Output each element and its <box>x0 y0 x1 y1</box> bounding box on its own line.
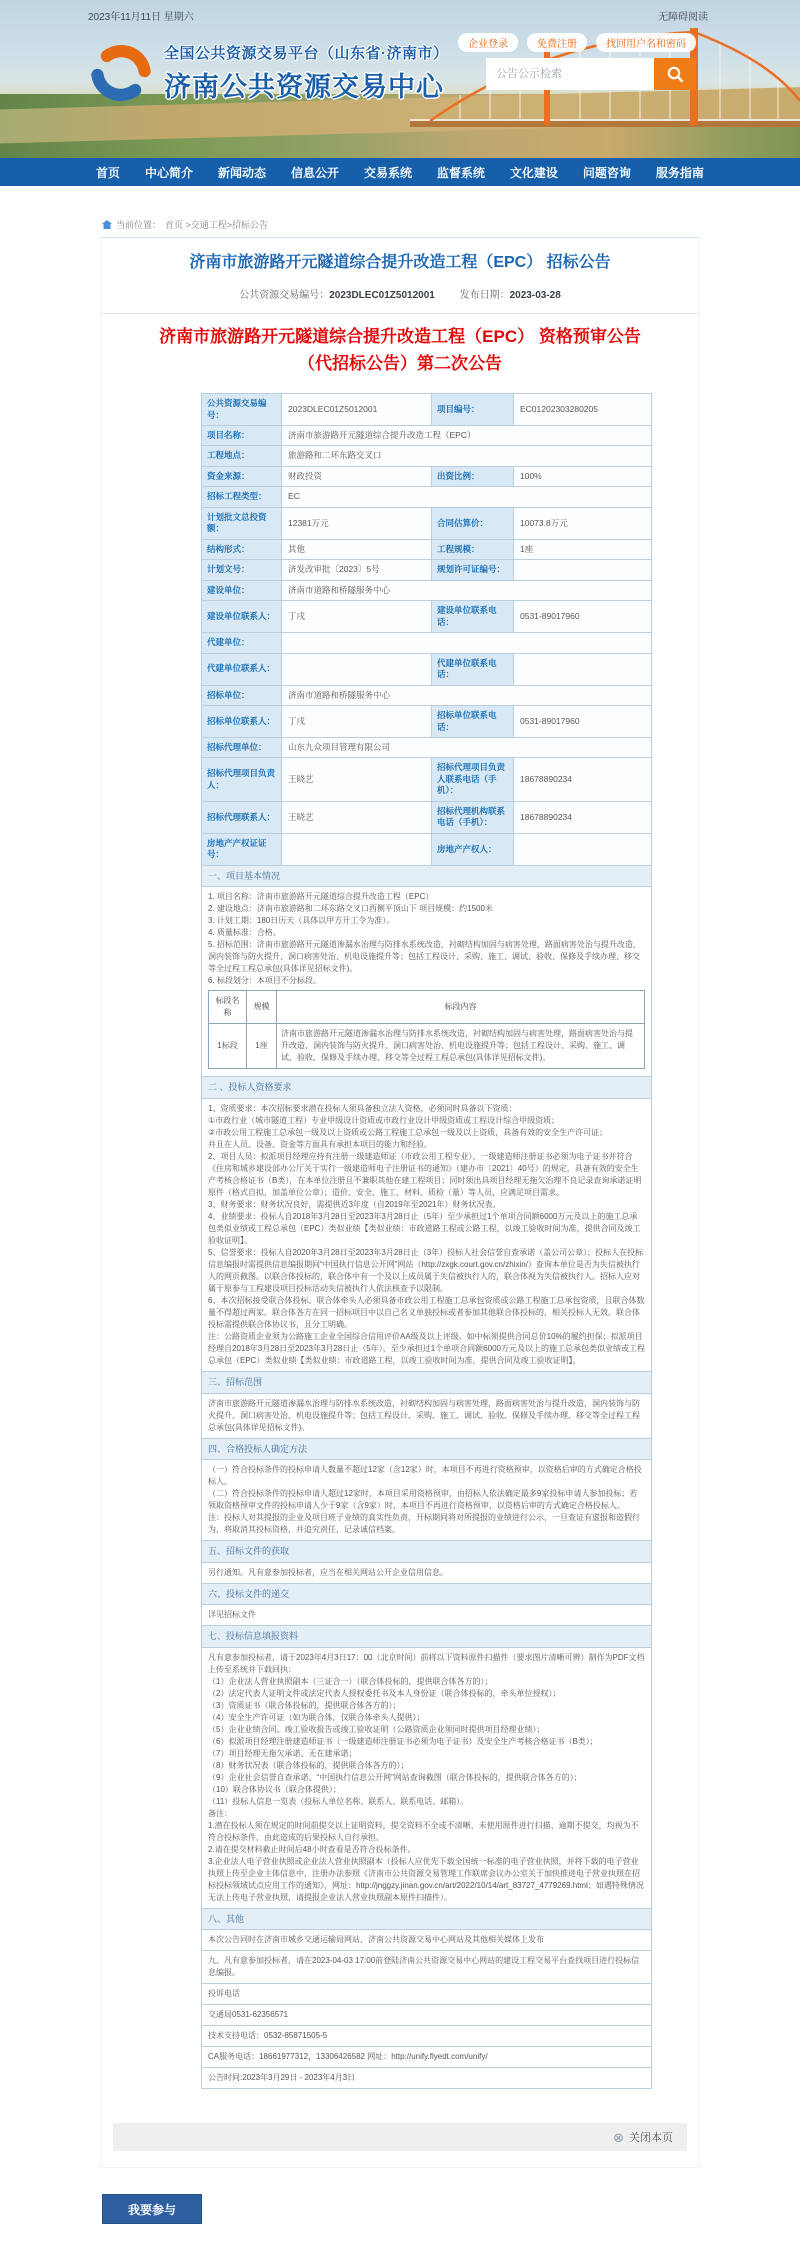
table-row <box>202 487 652 507</box>
text-line: （7）项目经理无拖欠承诺、无在建承诺； <box>208 1748 357 1758</box>
field-value: 财政投资 <box>282 466 432 486</box>
field-label: 项目名称： <box>202 426 282 446</box>
text-line: 1、资质要求：本次招标要求潜在投标人须具备独立法人资格，必须同时具备以下资质： <box>208 1103 517 1113</box>
nav-item[interactable]: 信息公开 <box>290 165 339 180</box>
text-line: （4）安全生产许可证（如为联合体，仅联合体牵头人提供）； <box>208 1712 425 1722</box>
text-line: ①市政行业（城市隧道工程）专业甲级设计资质或市政行业设计甲级资质或工程设计综合甲级资质； <box>208 1115 560 1125</box>
field-value: 2023DLEC01Z5012001 <box>282 394 432 426</box>
text-line: 九、凡有意参加投标者，请在2023-04-03 17:00前登陆济南公共资源交易中心网站的建设工程交易平台查找项目进行投标信息编报。 <box>202 1951 652 1984</box>
field-value: 其他 <box>282 539 432 559</box>
text-line: （6）拟派项目经理注册建造师证书（一级建造师注册证书必须为电子证书）及安全生产考核合格证书（B类）； <box>208 1736 598 1746</box>
field-label: 招标单位联系电话： <box>432 706 514 738</box>
section-header <box>202 1583 652 1605</box>
field-label: 招标代理机构联系电话（手机）： <box>432 801 514 833</box>
field-value: 济发改审批〔2023〕5号 <box>282 560 432 580</box>
text-line: 详见招标文件 <box>208 1610 256 1620</box>
text-line: 注：投标人对其提报的企业及项目班子业绩的真实性负责，开标期间将对所提报的业绩进行公示，一旦查证有虚报和造假行为，将取消其投标资格，并追究责任，记录诚信档案。 <box>208 1513 640 1535</box>
pub-date-value: 2023-03-28 <box>509 290 561 302</box>
lot-col-header: 标段名称 <box>209 991 247 1024</box>
table-row <box>202 601 652 633</box>
text-line: CA服务电话：18661977312，13306426582 网址：http://unify.flyedt.com/unify/ <box>202 2047 652 2068</box>
text-line: （一）符合投标条件的投标申请人数量不超过12家（含12家）时，本项目不再进行资格预审，以资格后审的方式确定合格投标人。 <box>208 1465 642 1487</box>
section-title: 七、投标信息填报资料 <box>202 1626 652 1648</box>
lot-row <box>209 1024 645 1069</box>
section-title: 二 、投标人资格要求 <box>202 1077 652 1099</box>
field-label: 招标代理项目负责人联系电话（手机）： <box>432 758 514 801</box>
field-label: 出资比例： <box>432 466 514 486</box>
section-lines <box>208 1934 645 1946</box>
table-row <box>202 758 652 801</box>
section-title: 三、招标范围 <box>202 1371 652 1393</box>
close-icon[interactable]: ⊗ <box>613 2129 624 2145</box>
platform-title: 全国公共资源交易平台（山东省·济南市） <box>164 45 449 62</box>
section-header <box>202 865 652 887</box>
table-row <box>202 394 652 426</box>
site-brand <box>88 40 449 106</box>
table-row <box>202 2068 652 2089</box>
trade-no-label: 公共资源交易编号： <box>239 290 330 302</box>
section-lines <box>208 891 645 987</box>
table-row <box>202 507 652 539</box>
lot-table <box>208 990 645 1069</box>
section-lines <box>208 1398 645 1434</box>
table-row <box>202 580 652 600</box>
table-row <box>202 560 652 580</box>
field-label: 项目编号： <box>432 394 514 426</box>
text-line: 济南市旅游路开元隧道渗漏水治理与防排水系统改造，衬砌结构加固与病害处理，路面病害处治与提升改造，洞内装饰与防火提升、洞口病害处治、机电设施提升等；包括工程设计、采购、施工、调试、验收、保修及手续办理、移交等全过程工程总承包(具体详见招标文件)。 <box>208 1398 640 1432</box>
section-header <box>202 1908 652 1930</box>
field-label: 招标工程类型： <box>202 487 282 507</box>
top-utility-bar <box>0 6 800 26</box>
table-row <box>202 633 652 653</box>
text-line: 4. 质量标准：合格。 <box>208 928 281 938</box>
nav-item[interactable]: 首页 <box>96 165 121 180</box>
field-value <box>282 633 652 653</box>
page-title: 济南市旅游路开元隧道综合提升改造工程（EPC） 招标公告 <box>189 254 611 271</box>
field-label: 招标代理联系人： <box>202 801 282 833</box>
text-line: ②市政公用工程施工总承包一级及以上资质或公路工程施工总承包一级及以上资质，具备有效的安全生产许可证； <box>208 1127 608 1137</box>
lot-name: 1标段 <box>209 1024 247 1069</box>
extra-rows <box>202 1951 652 2089</box>
text-line: 4、业绩要求：投标人自2018年3月28日至2023年3月28日止（5年）至少承担过1个单项合同额6000万元及以上的施工总承包类似业绩或工程总承包（EPC）类似业绩【类似业绩：市政道路工程或公路工程，以竣工验收时间为准，提供合同及竣工验收证明】。 <box>208 1211 641 1245</box>
text-line: （2）法定代表人证明文件或法定代表人授权委托书及本人身份证（联合体投标的，牵头单位授权）； <box>208 1688 561 1698</box>
text-line: （11）投标人信息一览表（投标人单位名称、联系人、联系电话、邮箱）。 <box>208 1796 469 1806</box>
home-icon <box>102 220 112 229</box>
field-label: 招标单位： <box>202 685 282 705</box>
field-value <box>514 653 652 685</box>
article-meta <box>101 286 699 301</box>
lot-content: 济南市旅游路开元隧道渗漏水治理与防排水系统改造，衬砌结构加固与病害处理，路面病害处治与提升改造，洞内装饰与防火提升、洞口病害处治、机电设施提升等；包括工程设计、采购、施工、调试、验收、保修及手续办理、移交等全过程工程总承包(具体详见招标文件)。 <box>277 1024 645 1069</box>
divider <box>101 313 699 314</box>
section-content <box>202 1098 652 1371</box>
field-label: 代建单位联系人： <box>202 653 282 685</box>
field-label: 招标单位联系人： <box>202 706 282 738</box>
field-label: 建设单位联系人： <box>202 601 282 633</box>
field-label: 结构形式： <box>202 539 282 559</box>
notice-red-title: 济南市旅游路开元隧道综合提升改造工程（EPC） 资格预审公告（代招标公告）第二次公告 <box>159 327 641 373</box>
table-row <box>202 466 652 486</box>
field-value <box>282 833 432 865</box>
section-lines <box>208 1567 645 1579</box>
table-row <box>202 1951 652 1984</box>
section-lines <box>208 1464 645 1536</box>
field-value: 山东九众项目管理有限公司 <box>282 737 652 757</box>
field-value: 1座 <box>514 539 652 559</box>
text-line: 另行通知。凡有意参加投标者，应当在相关网站公开企业信用信息。 <box>208 1567 448 1577</box>
field-value: 王晓艺 <box>282 801 432 833</box>
section-lines <box>208 1652 645 1904</box>
site-banner <box>0 0 800 158</box>
field-label: 建设单位： <box>202 580 282 600</box>
section-header <box>202 1077 652 1099</box>
text-line: （1）企业法人营业执照副本（三证合一）（联合体投标的，提供联合体各方的）； <box>208 1676 493 1686</box>
section-content <box>202 1393 652 1438</box>
table-row <box>202 2026 652 2047</box>
field-value: 济南市道路和桥隧服务中心 <box>282 580 652 600</box>
field-value: EC <box>282 487 652 507</box>
announcement-search <box>486 58 696 90</box>
section-title: 六、投标文件的递交 <box>202 1583 652 1605</box>
text-line: （3）资质证书（联合体投标的，提供联合体各方的）； <box>208 1700 401 1710</box>
lot-col-header: 规模 <box>247 991 277 1024</box>
account-link-pill[interactable]: 找回用户名和密码 <box>596 33 696 52</box>
nav-item[interactable]: 文化建设 <box>509 165 558 180</box>
text-line: （10）联合体协议书（联合体提供）； <box>208 1784 341 1794</box>
table-row <box>202 1984 652 2005</box>
section-title: 四、合格投标人确定方法 <box>202 1438 652 1460</box>
text-line: （8）财务状况表（联合体投标的，提供联合体各方的）； <box>208 1760 409 1770</box>
text-line: 公告时间:2023年3月29日 - 2023年4月3日 <box>202 2068 652 2089</box>
field-value: 旅游路和二环东路交叉口 <box>282 446 652 466</box>
table-row <box>202 801 652 833</box>
field-label: 招标代理单位： <box>202 737 282 757</box>
table-row <box>202 653 652 685</box>
accessibility-link[interactable]: 无障碍阅读 <box>658 12 708 23</box>
section-content <box>202 1562 652 1583</box>
field-value <box>514 560 652 580</box>
close-page-bar[interactable] <box>113 2123 687 2151</box>
field-label: 公共资源交易编号： <box>202 394 282 426</box>
section-content <box>202 1460 652 1541</box>
account-links <box>458 33 696 52</box>
breadcrumb-path[interactable]: 首页 >交通工程>招标公告 <box>165 220 269 230</box>
section-title: 五、招标文件的获取 <box>202 1541 652 1563</box>
current-date: 2023年11月11日 星期六 <box>88 12 194 23</box>
section-lines <box>208 1103 645 1367</box>
text-line: 3. 计划工期：180日历天（具体以甲方开工令为准）。 <box>208 916 395 926</box>
nav-item[interactable]: 交易系统 <box>363 165 412 180</box>
nav-item[interactable]: 中心简介 <box>144 165 193 180</box>
main-nav <box>0 158 800 186</box>
field-value: 济南市道路和桥隧服务中心 <box>282 685 652 705</box>
announcement-card <box>100 237 700 2168</box>
table-row <box>202 706 652 738</box>
text-line: 3、财务要求：财务状况良好，需提供近3年度（自2019年至2021年）财务状况表。 <box>208 1199 501 1209</box>
text-line: 凡有意参加投标者，请于2023年4月3日17：00（北京时间）前将以下资料原件扫描件（要求图片清晰可辨）制作为PDF文档上传至系统并下载回执： <box>208 1652 645 1674</box>
text-line: 1.潜在投标人须在规定的时间前提交以上证明资料，提交资料不全或不清晰、未使用原件进行扫描、逾期不提交，均视为不符合投标条件，由此造成的后果投标人自行承担。 <box>208 1820 639 1842</box>
table-row <box>202 685 652 705</box>
text-line: 5. 招标范围：济南市旅游路开元隧道渗漏水治理与防排水系统改造，衬砌结构加固与病害处理，路面病害处治与提升改造，洞内装饰与防火提升、洞口病害处治、机电设施提升等；包括工程设计、采购、施工、调试、验收、保修及手续办理、移交等全过程工程总承包(具体详见招标文件)。 <box>208 940 641 974</box>
field-label: 资金来源： <box>202 466 282 486</box>
field-value <box>282 653 432 685</box>
lot-header-row <box>209 991 645 1024</box>
field-label: 工程规模： <box>432 539 514 559</box>
lot-scale: 1座 <box>247 1024 277 1069</box>
field-value: EC01202303280205 <box>514 394 652 426</box>
field-label: 规划许可证编号： <box>432 560 514 580</box>
close-page-label[interactable]: 关闭本页 <box>629 2132 673 2145</box>
site-logo-icon <box>88 40 154 106</box>
search-input[interactable] <box>486 58 654 90</box>
field-label: 计划批文总投资额： <box>202 507 282 539</box>
section-header <box>202 1438 652 1460</box>
field-value: 18678890234 <box>514 758 652 801</box>
field-label: 招标代理项目负责人： <box>202 758 282 801</box>
nav-item[interactable]: 新闻动态 <box>217 165 266 180</box>
text-line: 2. 建设地点：济南市旅游路和二环东路交叉口西侧平顶山下 项目规模：约1500米 <box>208 904 493 914</box>
field-label: 计划文号： <box>202 560 282 580</box>
text-line: （5）企业业绩合同、竣工验收报告或竣工验收证明（公路资质企业须同时提供项目经理业绩）； <box>208 1724 545 1734</box>
text-line: 投诉电话 <box>202 1984 652 2005</box>
site-title: 济南公共资源交易中心 <box>164 72 444 102</box>
nav-item[interactable]: 问题咨询 <box>582 165 631 180</box>
field-label: 合同估算价： <box>432 507 514 539</box>
text-line: 备注： <box>208 1808 232 1818</box>
field-value: 18678890234 <box>514 801 652 833</box>
text-line: 5、信誉要求：投标人自2020年3月28日至2023年3月28日止（3年）投标人社会信誉自查承诺（盖公司公章）；投标人在投标信息编报时需提供信息编报期间“中国执行信息公开网”网站（http://zxgk.court.gov.cn/zhixin/）查询本单位是否为失信被执行人的网页截图。以联合体投标的，联合体中有一个及以上成员属于失信被执行人的，联合体视为失信被执行人。招标人应对属于原参与工程建设项目投标活动失信被执行人依法核查予以限制。 <box>208 1247 644 1293</box>
field-value: 0531-89017960 <box>514 601 652 633</box>
text-line: 1. 项目名称：济南市旅游路开元隧道综合提升改造工程（EPC） <box>208 892 434 902</box>
lot-col-header: 标段内容 <box>277 991 645 1024</box>
field-value: 丁戌 <box>282 706 432 738</box>
nav-item[interactable]: 服务指南 <box>655 165 704 180</box>
field-value <box>514 833 652 865</box>
section-header <box>202 1541 652 1563</box>
section-title: 八、其他 <box>202 1908 652 1930</box>
breadcrumb-label: 当前位置： <box>116 220 162 230</box>
table-row <box>202 539 652 559</box>
section-content <box>202 1605 652 1626</box>
field-label: 建设单位联系电话： <box>432 601 514 633</box>
text-line: （二）符合投标条件的投标申请人超过12家时，本项目采用资格预审，由招标人依法确定最多9家投标申请人参加投标；若领取资格预审文件的投标申请人少于9家（含9家）时，本项目不再进行资格预审，以资格后审的方式确定合格投标人。 <box>208 1489 638 1511</box>
account-link-pill[interactable]: 企业登录 <box>458 33 518 52</box>
footer-spacer <box>0 2224 800 2266</box>
section-content <box>202 887 652 1077</box>
field-label: 代建单位联系电话： <box>432 653 514 685</box>
field-label: 代建单位： <box>202 633 282 653</box>
field-value: 王晓艺 <box>282 758 432 801</box>
field-label: 房地产产权证证号： <box>202 833 282 865</box>
trade-no-value: 2023DLEC01Z5012001 <box>329 290 435 302</box>
account-link-pill[interactable]: 免费注册 <box>527 33 587 52</box>
table-row <box>202 446 652 466</box>
participate-button[interactable]: 我要参与 <box>102 2194 202 2224</box>
text-line: 2.请在提交材料截止时间后48小时查看是否符合投标条件。 <box>208 1844 416 1854</box>
text-line: 6、本次招标接受联合体投标。联合体牵头人必须具备市政公用工程施工总承包资质或公路工程施工总承包资质，且联合体数量不得超过两家。联合体各方在同一招标项目中以自己名义单独投标或者参加其他联合体投标的，相关投标人无效。联合体投标需提供联合体协议书，且分工明确。 <box>208 1295 645 1329</box>
text-line: 2、项目人员：拟派项目经理应持有注册一级建造师证（市政公用工程专业），一级建造师注册证书必须为电子证书并符合《住房和城乡建设部办公厅关于实行一级建造师电子注册证书的通知》（建办市〔2021〕40号）的规定，具备有效的安全生产考核合格证书（B类），在本单位注册且不兼职其他在建工程项目；同时须出具项目经理无拖欠治理不良记录查询承诺证明原件（格式自拟，加盖单位公章）；造价、安全、施工、材料、质检（量）等人员，应满足项目需求。 <box>208 1151 642 1197</box>
notice-table <box>201 393 652 2089</box>
text-line: 并且在人员、设备、资金等方面具有承担本项目的能力和经验。 <box>208 1139 432 1149</box>
table-row <box>202 737 652 757</box>
field-value: 丁戌 <box>282 601 432 633</box>
text-line: 技术支持电话：0532-85871505-5 <box>202 2026 652 2047</box>
section-content <box>202 1930 652 1951</box>
text-line: 交通局0531-62356571 <box>202 2005 652 2026</box>
field-value: 0531-89017960 <box>514 706 652 738</box>
table-row <box>202 2047 652 2068</box>
search-icon <box>666 65 685 84</box>
section-header <box>202 1626 652 1648</box>
pub-date-label: 发布日期： <box>459 290 510 302</box>
text-line: 本次公告同时在济南市城乡交通运输局网站、济南公共资源交易中心网站及其他相关媒体上发布 <box>208 1935 544 1945</box>
section-lines <box>208 1609 645 1621</box>
field-label: 工程地点： <box>202 446 282 466</box>
field-value: 12381万元 <box>282 507 432 539</box>
table-row <box>202 2005 652 2026</box>
nav-item[interactable]: 监督系统 <box>436 165 485 180</box>
section-content <box>202 1647 652 1908</box>
text-line: 6. 标段划分：本项目不分标段。 <box>208 976 321 986</box>
field-label: 房地产产权人： <box>432 833 514 865</box>
field-value: 100% <box>514 466 652 486</box>
site-title-block <box>164 42 449 104</box>
text-line: （9）企业社会信誉自查承诺、“中国执行信息公开网”网站查询截图（联合体投标的，提供联合体各方的）； <box>208 1772 582 1782</box>
section-title: 一、项目基本情况 <box>202 865 652 887</box>
field-value: 济南市旅游路开元隧道综合提升改造工程（EPC） <box>282 426 652 446</box>
table-row <box>202 833 652 865</box>
section-header <box>202 1371 652 1393</box>
text-line: 3.企业法人电子营业执照或企业法人营业执照副本（投标人应优先下载全国统一标准的电子营业执照，并将下载的电子营业执照上传至企业主体信息中，注册办法参照《济南市公共资源交易管理工作联席会议办公室关于加快推进电子营业执照在招标投标领域试点应用工作的通知》，网址：http://jnggzy.jinan.gov.cn/art/2022/10/14/art_83727_4779269.html；如遇特殊情况无法上传电子营业执照，请提报企业法人营业执照副本原件扫描件）。 <box>208 1856 644 1902</box>
table-row <box>202 426 652 446</box>
breadcrumb <box>102 218 800 231</box>
text-line: 注：公路资质企业须为公路施工企业全国综合信用评价AA级及以上评级。如中标须提供合同总价10%的履约担保；拟派项目经理自2018年3月28日至2023年3月28日止（5年），至少承担过1个单项合同额6000万元及以上的施工总承包类似业绩或工程总承包（EPC）类似业绩【类似业绩：市政道路工程，以竣工验收时间为准，提供合同及竣工验收证明】。 <box>208 1331 645 1365</box>
field-value: 10073.8万元 <box>514 507 652 539</box>
search-button[interactable] <box>654 58 696 90</box>
